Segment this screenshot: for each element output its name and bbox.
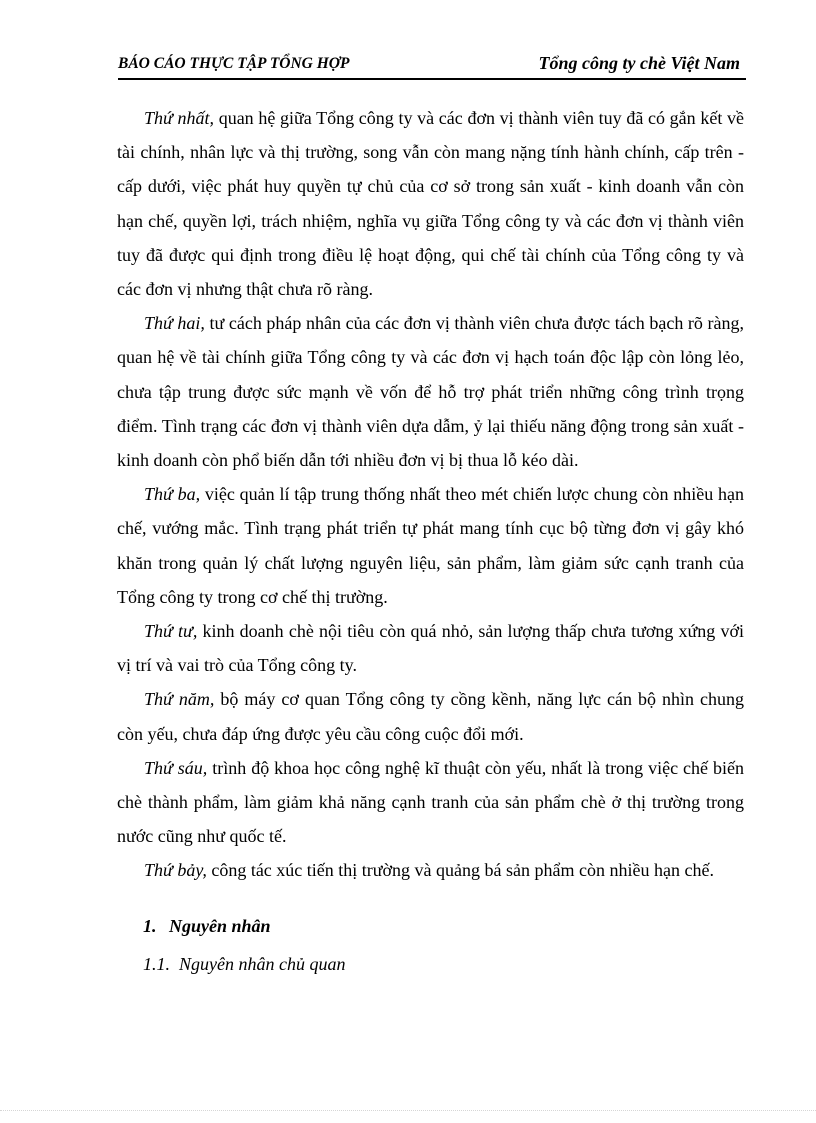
paragraph-text: tư cách pháp nhân của các đơn vị thành viên chưa được tách bạch rõ ràng, quan hệ về tài chính giữa Tổng công ty và các đơn vị hạch toán độc lập còn lỏng lẻo, chưa tập trung được sức mạnh về vốn để hỗ trợ phát triển những công trình trọng điểm. Tình trạng các đơn vị thành viên dựa dẫm, ỷ lại thiếu năng động trong sản xuất - kinh doanh còn phổ biến dẫn tới nhiều đơn vị bị thua lỗ kéo dài. xyxy=(117,313,744,471)
paragraph-text: công tác xúc tiến thị trường và quảng bá sản phẩm còn nhiều hạn chế. xyxy=(206,860,714,881)
paragraph-lead: Thứ sáu, xyxy=(144,757,208,778)
paragraph-thu-nhat xyxy=(117,101,744,306)
subsection-heading xyxy=(143,954,345,975)
paragraph-lead: Thứ bảy, xyxy=(144,860,207,881)
paragraph-text: kinh doanh chè nội tiêu còn quá nhỏ, sản lượng thấp chưa tương xứng với vị trí và vai trò của Tổng công ty. xyxy=(117,621,744,676)
paragraph-lead: Thứ ba, xyxy=(144,484,201,505)
paragraph-text: bộ máy cơ quan Tổng công ty cồng kềnh, năng lực cán bộ nhìn chung còn yếu, chưa đáp ứng được yêu cầu công cuộc đổi mới. xyxy=(117,689,744,744)
paragraph-lead: Thứ nhất, xyxy=(144,108,215,128)
paragraph-thu-hai xyxy=(117,306,744,477)
paragraph-thu-bay xyxy=(117,853,744,887)
paragraph-thu-ba xyxy=(117,477,744,614)
company-name: Tổng công ty chè Việt Nam xyxy=(538,53,740,73)
paragraph-lead: Thứ tư, xyxy=(144,621,198,642)
paragraph-text: quan hệ giữa Tổng công ty và các đơn vị thành viên tuy đã có gắn kết về tài chính, nhân lực và thị trường, song vẫn còn mang nặng tính hành chính, cấp trên - cấp dưới, việc phát huy quyền tự chủ của cơ sở trong sản xuất - kinh doanh vẫn còn hạn chế, quyền lợi, trách nhiệm, nghĩa vụ giữa Tổng công ty và các đơn vị thành viên tuy đã được qui định trong điều lệ hoạt động, qui chế tài chính của Tổng công ty và các đơn vị nhưng thật chưa rõ ràng. xyxy=(117,108,744,300)
paragraph-lead: Thứ hai, xyxy=(144,313,205,334)
paragraph-thu-sau xyxy=(117,751,744,854)
paragraph-text: trình độ khoa học công nghệ kĩ thuật còn yếu, nhất là trong việc chế biến chè thành phẩm, làm giảm khả năng cạnh tranh của sản phẩm chè ở thị trường trong nước cũng như quốc tế. xyxy=(117,757,744,847)
section-heading xyxy=(143,916,271,937)
section-number: 1. xyxy=(143,916,157,936)
paragraph-thu-nam xyxy=(117,682,744,750)
subsection-title: Nguyên nhân chủ quan xyxy=(179,954,346,974)
report-title: BÁO CÁO THỰC TẬP TỔNG HỢP xyxy=(118,55,350,72)
document-body xyxy=(117,101,744,888)
page-bottom-divider xyxy=(0,1110,816,1111)
paragraph-text: việc quản lí tập trung thống nhất theo mét chiến lược chung còn nhiều hạn chế, vướng mắc. Tình trạng phát triển tự phát mang tính cục bộ từng đơn vị gây khó khăn trong quản lý chất lượng nguyên liệu, sản phẩm, làm giảm sức cạnh tranh của Tổng công ty trong cơ chế thị trường. xyxy=(117,484,745,607)
section-title: Nguyên nhân xyxy=(169,916,271,936)
paragraph-lead: Thứ năm, xyxy=(144,689,215,710)
subsection-number: 1.1. xyxy=(143,954,170,974)
paragraph-thu-tu xyxy=(117,614,744,682)
page-header xyxy=(118,52,746,80)
